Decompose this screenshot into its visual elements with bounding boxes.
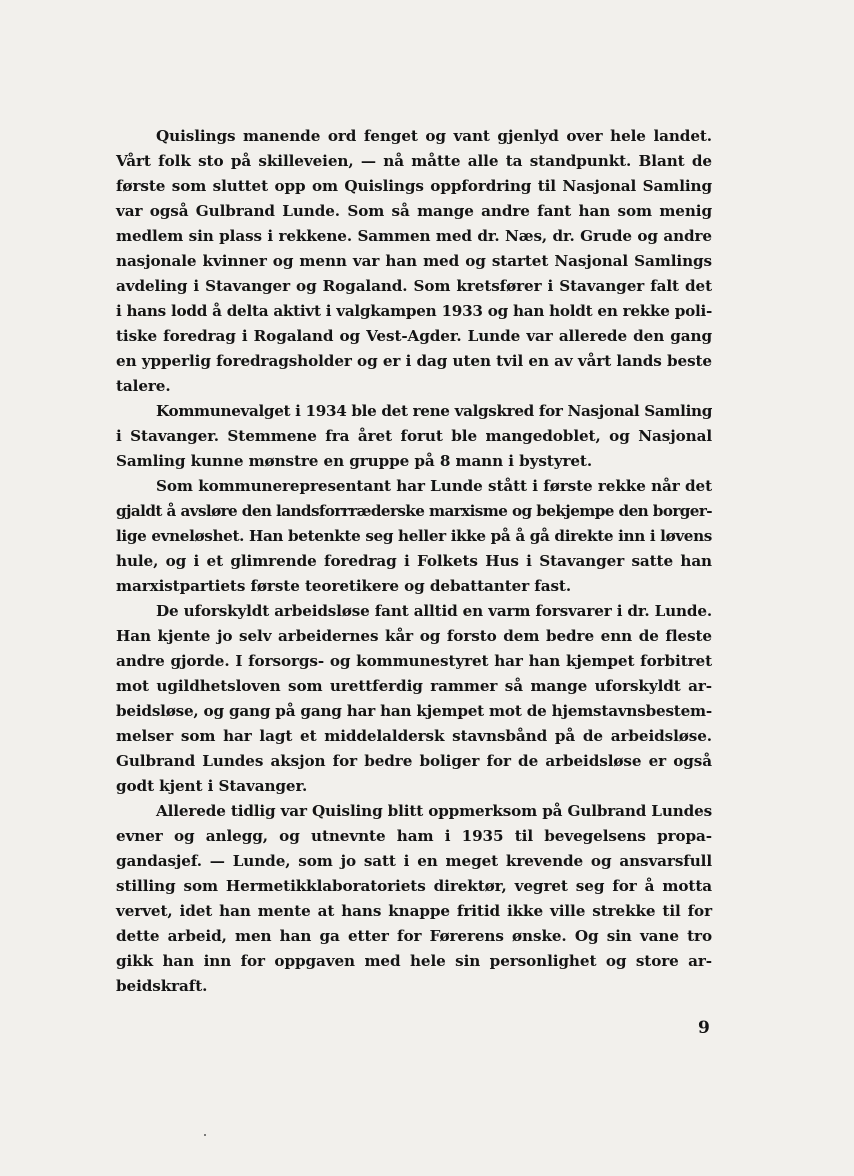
text-line: beidskraft. bbox=[116, 977, 208, 995]
text-line: gandasjef. — Lunde, som jo satt i en meget krevende og ansvarsfull bbox=[116, 852, 712, 870]
text-line: medlem sin plass i rekkene. Sammen med dr. Næs, dr. Grude og andre bbox=[116, 227, 712, 245]
text-line: stilling som Hermetikklaboratoriets direktør, vegret seg for å motta bbox=[116, 877, 712, 895]
text-line: Quislings manende ord fenget og vant gjenlyd over hele landet. bbox=[156, 127, 712, 145]
text-line: en ypperlig foredragsholder og er i dag uten tvil en av vårt lands beste bbox=[116, 352, 712, 370]
paragraph bbox=[116, 399, 712, 474]
text-line: avdeling i Stavanger og Rogaland. Som kretsfører i Stavanger falt det bbox=[116, 277, 712, 295]
page-number: 9 bbox=[698, 1018, 710, 1038]
paper-speck bbox=[204, 1134, 206, 1136]
text-line: melser som har lagt et middelaldersk stavnsbånd på de arbeidsløse. bbox=[116, 727, 712, 745]
text-line: tiske foredrag i Rogaland og Vest-Agder. Lunde var allerede den gang bbox=[116, 327, 712, 345]
text-line: hule, og i et glimrende foredrag i Folkets Hus i Stavanger satte han bbox=[116, 552, 712, 570]
text-line: vervet, idet han mente at hans knappe fritid ikke ville strekke til for bbox=[116, 902, 712, 920]
paragraph bbox=[116, 799, 712, 999]
body-text bbox=[116, 124, 712, 999]
text-line: nasjonale kvinner og menn var han med og startet Nasjonal Samlings bbox=[116, 252, 712, 270]
paragraph bbox=[116, 599, 712, 799]
text-line: i Stavanger. Stemmene fra året forut ble mangedoblet, og Nasjonal bbox=[116, 427, 712, 445]
text-line: mot ugildhetsloven som urettferdig rammer så mange uforskyldt ar- bbox=[116, 677, 712, 695]
text-line: lige evneløshet. Han betenkte seg heller ikke på å gå direkte inn i løvens bbox=[116, 527, 712, 545]
paragraph bbox=[116, 474, 712, 599]
text-line: Kommunevalget i 1934 ble det rene valgskred for Nasjonal Samling bbox=[156, 402, 712, 420]
text-line: i hans lodd å delta aktivt i valgkampen 1933 og han holdt en rekke poli- bbox=[116, 302, 712, 320]
text-line: talere. bbox=[116, 377, 171, 395]
text-line: Samling kunne mønstre en gruppe på 8 mann i bystyret. bbox=[116, 452, 593, 470]
text-line: Gulbrand Lundes aksjon for bedre boliger for de arbeidsløse er også bbox=[116, 752, 712, 770]
paragraph bbox=[116, 124, 712, 399]
text-line: De uforskyldt arbeidsløse fant alltid en varm forsvarer i dr. Lunde. bbox=[156, 602, 712, 620]
text-line: Han kjente jo selv arbeidernes kår og forsto dem bedre enn de fleste bbox=[116, 627, 712, 645]
text-line: godt kjent i Stavanger. bbox=[116, 777, 308, 795]
text-line: Som kommunerepresentant har Lunde stått i første rekke når det bbox=[156, 477, 712, 495]
text-line: gikk han inn for oppgaven med hele sin personlighet og store ar- bbox=[116, 952, 712, 970]
text-line: var også Gulbrand Lunde. Som så mange andre fant han som menig bbox=[116, 202, 712, 220]
text-line: første som sluttet opp om Quislings oppfordring til Nasjonal Samling bbox=[116, 177, 712, 195]
text-line: andre gjorde. I forsorgs- og kommunestyret har han kjempet forbitret bbox=[116, 652, 712, 670]
text-line: beidsløse, og gang på gang har han kjempet mot de hjemstavnsbestem- bbox=[116, 702, 712, 720]
text-line: Vårt folk sto på skilleveien, — nå måtte alle ta standpunkt. Blant de bbox=[116, 152, 712, 170]
text-line: marxistpartiets første teoretikere og debattanter fast. bbox=[116, 577, 572, 595]
text-line: dette arbeid, men han ga etter for Førerens ønske. Og sin vane tro bbox=[116, 927, 712, 945]
text-line: Allerede tidlig var Quisling blitt oppmerksom på Gulbrand Lundes bbox=[156, 802, 712, 820]
text-line: gjaldt å avsløre den landsforrræderske marxisme og bekjempe den borger- bbox=[116, 502, 712, 520]
text-line: evner og anlegg, og utnevnte ham i 1935 til bevegelsens propa- bbox=[116, 827, 712, 845]
